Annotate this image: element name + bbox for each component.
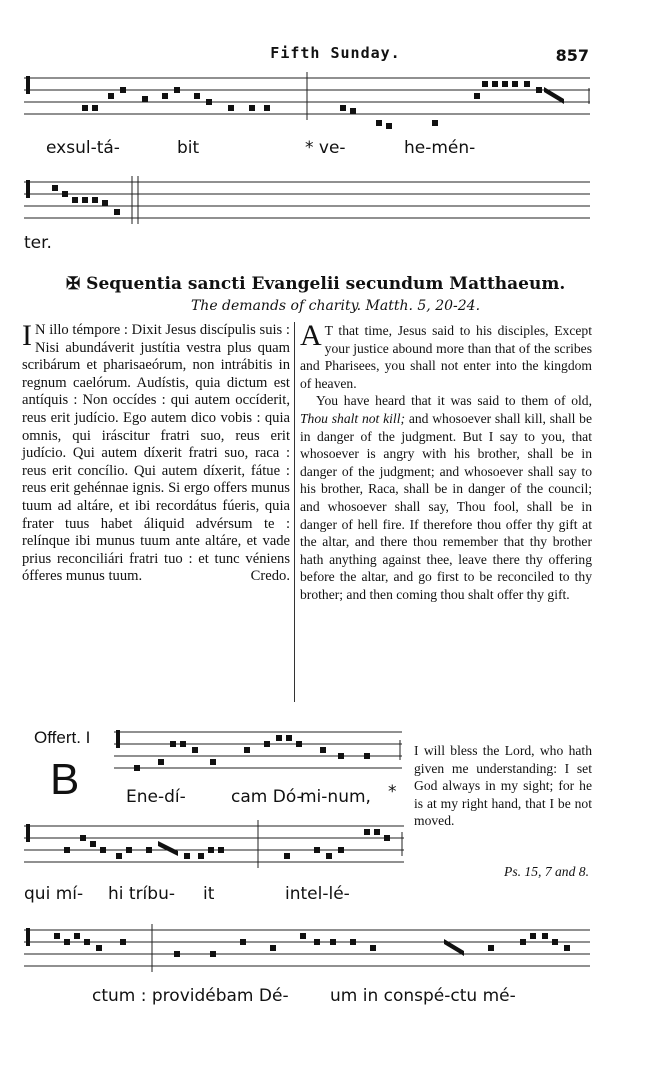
credo-label: Credo. [250,568,290,585]
lyric-syllable: * ve- [305,138,346,158]
chant-staff-1 [24,68,594,138]
lyric-syllable: Ene-dí- [126,787,186,807]
lyric-syllable: exsul-tá- [46,138,120,158]
lyric-syllable: * [388,782,397,802]
offertory-staff-1 [114,726,404,776]
english-drop-cap: A [300,319,322,352]
lyric-syllable: he-mén- [404,138,476,158]
latin-drop-cap: I [22,319,32,352]
lyric-syllable: bit [177,138,200,158]
lyric-syllable: it [203,884,215,904]
page-header-title: Fifth Sunday. [270,44,401,62]
lyric-syllable: intel-lé- [285,884,350,904]
lyric-syllable: ctum : providébam Dé- [92,986,289,1006]
column-divider [294,322,295,702]
offertory-staff-3 [24,920,594,980]
lyric-syllable: hi tríbu- [108,884,175,904]
english-para-2-end: and whosoever shall kill, shall be in danger of the judgment. But I say to you, that whosoever is angry with his brother, shall be in danger of the judgment; and whosoever shall say to his brother, Raca, shall be in danger of the council; and whosoever shall say, Thou fool, shall be in danger of hell fire. If therefore thou offer thy gift at the altar, and there thou remember that thy brother hath anything against thee, leave there thy offering before the altar, and go first to be reconciled to thy brother; and then coming thou shalt offer thy gift. [300,410,592,602]
lyric-syllable: cam Dó- [231,787,303,807]
lyric-syllable: ter. [24,233,52,253]
english-para-1: T that time, Jesus said to his disciples, Except your justice abound more than that of the scribes and Pharisees, you shall not enter into the kingdom of heaven. [300,323,592,391]
offertory-staff-2 [24,818,409,868]
page-number: 857 [555,46,589,65]
offertory-reference: Ps. 15, 7 and 8. [504,864,589,879]
chant-staff-2 [24,172,594,232]
offertory-english: I will bless the Lord, who hath given me understanding: I set God always in my sight; for he is at my right hand, that I be not moved. [414,743,592,829]
english-column [300,319,592,604]
latin-column [22,319,290,586]
lyric-syllable: mi-num, [300,787,371,807]
english-para-2-italic: Thou shalt not kill; [300,410,406,426]
lyric-syllable: um in conspé-ctu mé- [330,986,516,1006]
english-para-2-start: You have heard that it was said to them of old, [316,393,592,409]
offertory-initial: B [50,755,80,804]
gospel-heading: ✠ Sequentia sancti Evangelii secundum Matthaeum. [66,274,566,294]
gospel-subheading: The demands of charity. Matth. 5, 20-24. [190,298,481,314]
offertory-label: Offert. I [34,728,91,747]
lyric-syllable: qui mí- [24,884,84,904]
latin-text: N illo témpore : Dixit Jesus discípulis suis : Nisi abundáverit justítia vestra plus quam scribárum et pharisaeórum, non intrábitis in regnum caelórum. Audístis, quia dictum est antíquis : Non occídes : qui autem occíderit, reus erit judício. Ego autem dico vobis : quia omnis, qui iráscitur fratri suo, reus erit judício. Qui autem díxerit fratri suo, raca : reus erit concílio. Qui autem díxerit, fátue : reus erit gehénnae ignis. Si ergo offers munus tuum ad altáre, et ibi recordátus fúeris, quia frater tuus habet áliquid advérsum te : relínque ibi munus tuum ante altáre, et vade prius reconciliári fratri tuo : et tunc véniens ófferes munus tuum. [22,322,290,585]
